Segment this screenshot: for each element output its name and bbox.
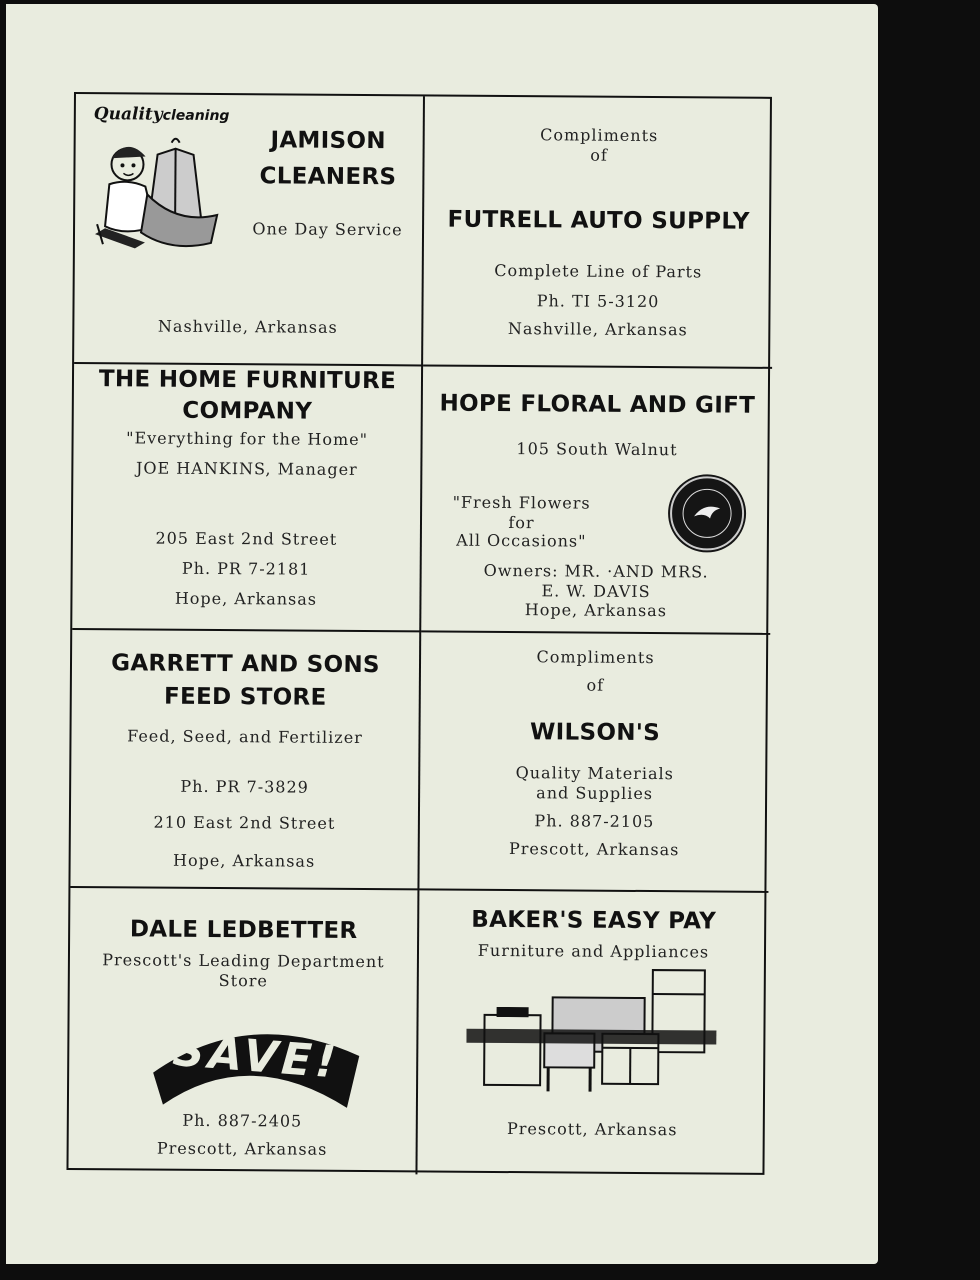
home-furniture-name-line2: COMPANY (182, 397, 313, 425)
jamison-name-line1: JAMISON (270, 127, 386, 155)
home-furniture-manager: JOE HANKINS, Manager (135, 458, 358, 479)
baker-line: Furniture and Appliances (477, 940, 710, 962)
hope-floral-slogan-line2: for (508, 513, 535, 533)
futrell-line: Complete Line of Parts (494, 260, 703, 282)
ad-bakers-easy-pay (417, 890, 768, 1176)
dale-name: DALE LEDBETTER (129, 916, 358, 944)
wilsons-phone: Ph. 887-2105 (534, 811, 655, 832)
wilsons-name: WILSON'S (529, 719, 661, 747)
ad-home-furniture (72, 364, 423, 632)
wilsons-compliments: Compliments (536, 647, 655, 668)
wilsons-line1: Quality Materials (515, 763, 674, 784)
jamison-city: Nashville, Arkansas (157, 316, 338, 337)
garrett-city: Hope, Arkansas (172, 850, 316, 871)
futrell-of: of (590, 145, 608, 165)
dale-city: Prescott, Arkansas (156, 1138, 328, 1159)
badge-main: Quality (93, 104, 163, 125)
hope-floral-city: Hope, Arkansas (524, 600, 668, 621)
futrell-compliments: Compliments (540, 125, 659, 146)
wilsons-of: of (586, 675, 605, 695)
ad-dale-ledbetter (68, 888, 419, 1174)
cleaning-woman-illustration (87, 134, 238, 265)
ad-hope-floral (421, 366, 772, 634)
garrett-phone: Ph. PR 7-3829 (180, 776, 309, 797)
dale-phone: Ph. 887-2405 (182, 1110, 303, 1131)
save-banner (149, 1015, 364, 1108)
ad-wilsons (419, 632, 770, 892)
home-furniture-city: Hope, Arkansas (174, 588, 318, 609)
jamison-name-line2: CLEANERS (259, 163, 397, 191)
save-banner-text: SAVE! (171, 1024, 342, 1089)
hope-floral-owners-line1: Owners: MR. ·AND MRS. (483, 560, 709, 582)
garrett-address: 210 East 2nd Street (153, 812, 336, 833)
ad-grid (66, 92, 772, 1175)
ad-jamison-cleaners (74, 94, 425, 366)
wilsons-line2: and Supplies (536, 783, 654, 804)
florist-telegraph-emblem-icon (670, 476, 745, 551)
hope-floral-slogan-line1: "Fresh Flowers (452, 492, 591, 513)
badge-sub: cleaning (162, 107, 230, 125)
futrell-city: Nashville, Arkansas (507, 319, 688, 340)
quality-cleaning-badge (94, 104, 230, 125)
dale-line2: Store (218, 971, 268, 991)
hope-floral-name: HOPE FLORAL AND GIFT (439, 390, 756, 419)
garrett-name-line1: GARRETT AND SONS (111, 650, 380, 679)
jamison-tagline: One Day Service (252, 219, 403, 240)
baker-city: Prescott, Arkansas (506, 1119, 678, 1140)
garrett-name-line2: FEED STORE (163, 683, 327, 711)
futrell-phone: Ph. TI 5-3120 (536, 291, 660, 312)
appliances-illustration (466, 963, 717, 1095)
hope-floral-owners-line2: E. W. DAVIS (541, 581, 651, 602)
baker-name: BAKER'S EASY PAY (471, 906, 717, 935)
futrell-name: FUTRELL AUTO SUPPLY (447, 206, 750, 235)
home-furniture-phone: Ph. PR 7-2181 (181, 558, 311, 579)
garrett-line: Feed, Seed, and Fertilizer (127, 726, 363, 748)
home-furniture-name-line1: THE HOME FURNITURE (98, 366, 397, 395)
ad-garrett-and-sons (70, 630, 421, 890)
wilsons-city: Prescott, Arkansas (508, 839, 680, 860)
hope-floral-address: 105 South Walnut (516, 439, 678, 460)
hope-floral-slogan-line3: All Occasions" (456, 530, 587, 551)
dale-line1: Prescott's Leading Department (102, 950, 385, 972)
home-furniture-slogan: "Everything for the Home" (126, 428, 369, 450)
ad-futrell-auto-supply (423, 96, 774, 368)
yearbook-page (6, 4, 878, 1264)
home-furniture-address: 205 East 2nd Street (155, 528, 338, 549)
